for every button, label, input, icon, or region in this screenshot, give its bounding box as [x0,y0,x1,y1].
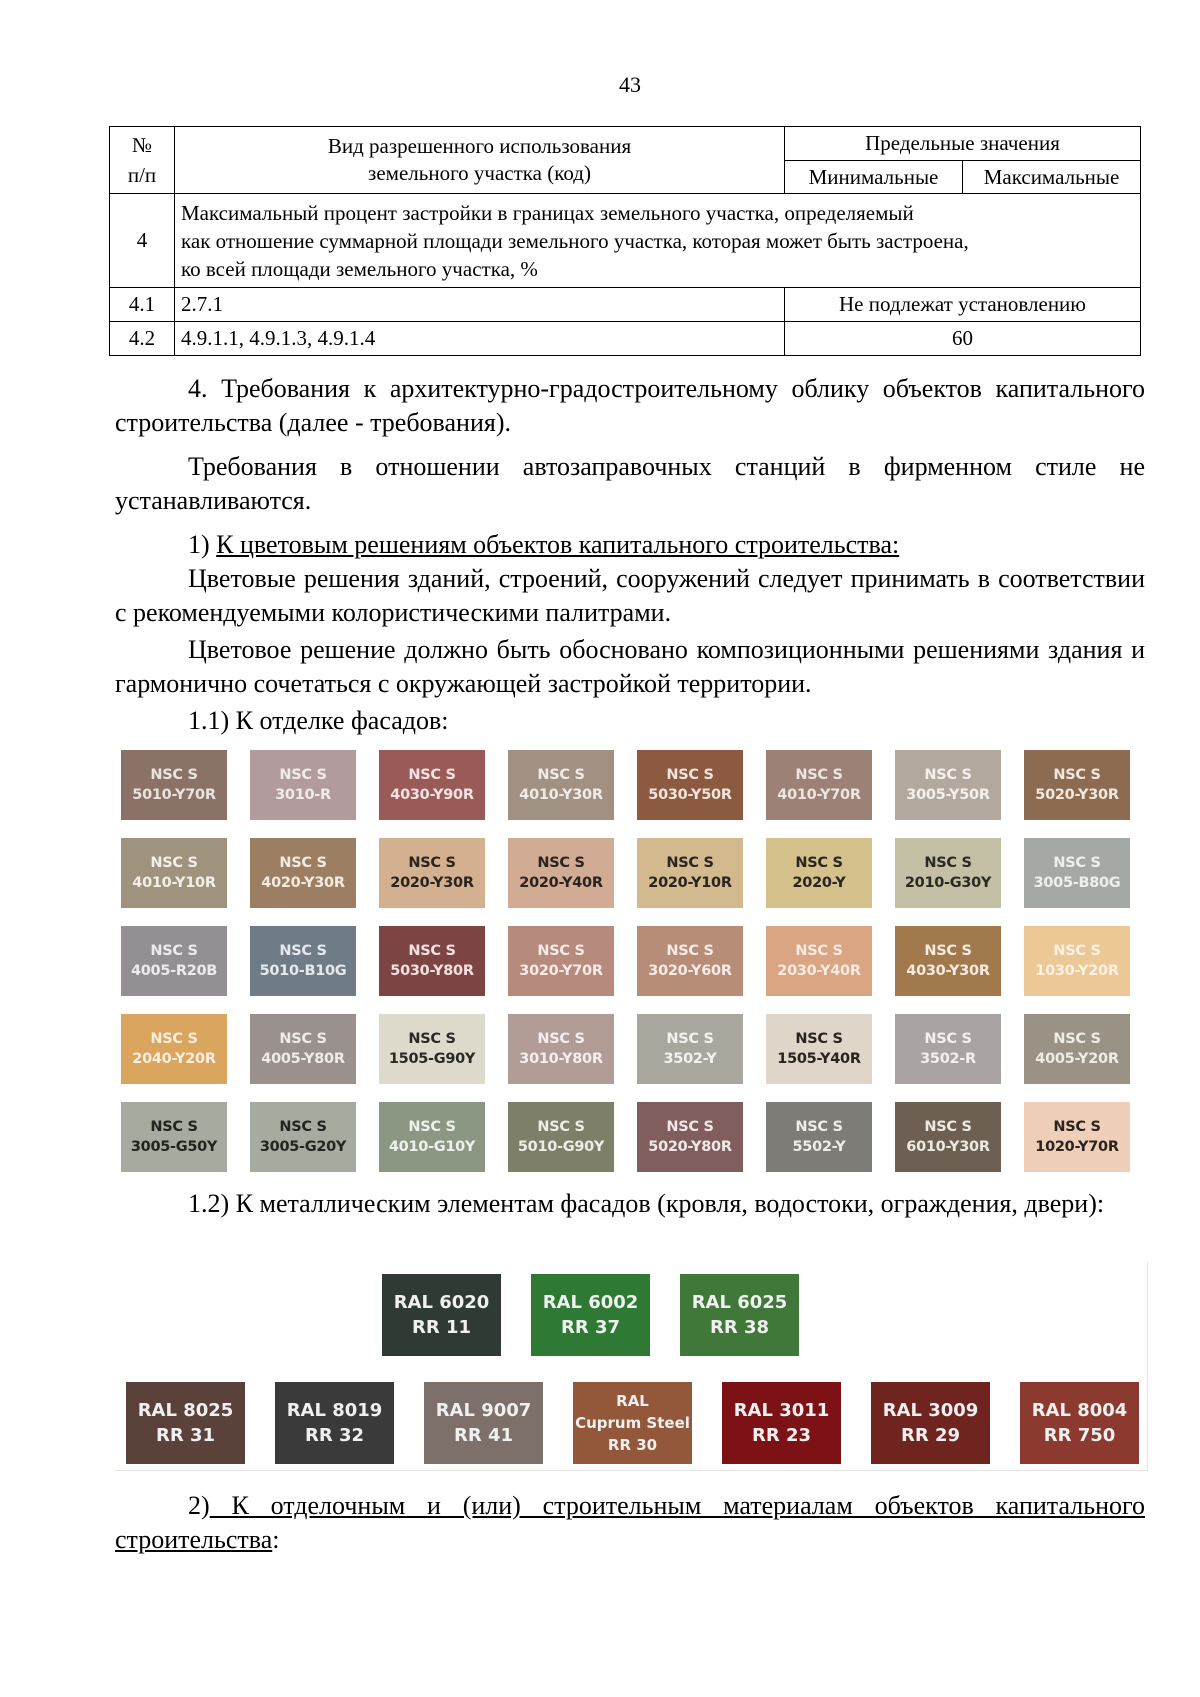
swatch-code: 5030-Y50R [648,787,732,803]
nsc-swatch [895,1102,1001,1172]
swatch-system: NSC S [279,767,327,783]
ral-swatch-label: RR 32 [304,1425,365,1446]
ral-swatch-label: RAL 8025 [137,1400,234,1421]
swatch-system: NSC S [1053,1031,1101,1047]
row-code: 4.9.1.1, 4.9.1.3, 4.9.1.4 [175,322,785,356]
swatch-system: NSC S [150,1031,198,1047]
table-row [110,322,1141,356]
swatch-system: NSC S [666,943,714,959]
swatch-code: 2020-Y [792,875,846,891]
swatch-code: 3005-Y50R [906,787,990,803]
ral-swatch-label: RAL 6002 [542,1292,639,1313]
ral-swatch [680,1274,799,1356]
swatch-system: NSC S [408,767,456,783]
ral-swatch-label: RAL 8019 [286,1400,383,1421]
nsc-swatch [250,750,356,820]
nsc-swatch [766,926,872,996]
header-num: № п/п [110,127,175,194]
paragraph-materials-heading [115,1489,1145,1557]
swatch-system: NSC S [924,1031,972,1047]
header-kind: Вид разрешенного использования земельного участка (код) [175,127,785,194]
swatch-code: 4010-G10Y [388,1139,476,1155]
row-num: 4 [110,194,175,288]
table-row [110,194,1141,288]
swatch-code: 2040-Y20R [132,1051,216,1067]
nsc-swatch [637,926,743,996]
swatch-system: NSC S [408,1031,456,1047]
ral-swatch-label: RR 23 [751,1425,812,1446]
nsc-swatch [637,750,743,820]
nsc-swatch [1024,750,1130,820]
ral-swatch-label: RR 11 [411,1317,472,1338]
swatch-system: NSC S [537,1119,585,1135]
swatch-system: NSC S [1053,767,1101,783]
swatch-code: 3020-Y60R [648,963,732,979]
swatch-system: NSC S [795,1031,843,1047]
ral-swatch-label: RAL 3011 [733,1400,830,1421]
paragraph-requirements-intro: 4. Требования к архитектурно-градостроительному облику объектов капитального строительства (далее - требования). [115,374,1145,437]
ral-swatch [275,1382,394,1464]
nsc-swatch [895,926,1001,996]
nsc-swatch [508,1014,614,1084]
swatch-system: NSC S [408,855,456,871]
swatch-system: NSC S [408,1119,456,1135]
nsc-swatch [121,838,227,908]
swatch-system: NSC S [1053,1119,1101,1135]
row-value: Не подлежат установлению [785,288,1141,322]
swatch-code: 4010-Y70R [777,787,861,803]
ral-swatch [722,1382,841,1464]
swatch-system: NSC S [279,1031,327,1047]
nsc-swatch [508,926,614,996]
swatch-code: 3005-B80G [1033,875,1121,891]
page-number: 43 [619,72,641,97]
nsc-swatch [379,926,485,996]
swatch-system: NSC S [924,943,972,959]
swatch-code: 3010-Y80R [519,1051,603,1067]
swatch-system: NSC S [666,1031,714,1047]
swatch-system: NSC S [666,767,714,783]
ral-swatch [126,1382,245,1464]
ral-swatch [424,1382,543,1464]
row-text: Максимальный процент застройки в границах земельного участка, определяемый как отношение суммарной площади земельного участка, которая может быть застроена, ко всей площади земельного участка, % [175,194,1141,288]
swatch-code: 3020-Y70R [519,963,603,979]
ral-swatch-label: RAL 3009 [882,1400,979,1421]
swatch-code: 4010-Y30R [519,787,603,803]
nsc-swatch [250,926,356,996]
nsc-swatch [121,1014,227,1084]
color-heading-number: 1) [188,530,217,559]
swatch-system: NSC S [537,855,585,871]
ral-swatch-label: RAL 8004 [1031,1400,1128,1421]
swatch-code: 5020-Y80R [648,1139,732,1155]
swatch-system: NSC S [1053,855,1101,871]
swatch-code: 1020-Y70R [1035,1139,1119,1155]
swatch-system: NSC S [279,855,327,871]
ral-swatch-label: RAL 6020 [393,1292,490,1313]
materials-heading-text: К отделочным и (или) строительным материалам объектов капитального строительства [115,1491,1145,1554]
color-heading-text: К цветовым решениям объектов капитального строительства: [216,530,900,559]
nsc-swatch [379,1102,485,1172]
swatch-code: 5502-Y [792,1139,846,1155]
nsc-swatch [121,750,227,820]
swatch-system: NSC S [795,767,843,783]
swatch-system: NSC S [666,1119,714,1135]
swatch-system: NSC S [537,1031,585,1047]
ral-palette [115,1262,1148,1471]
swatch-code: 4005-Y20R [1035,1051,1119,1067]
ral-swatch-label: RAL [616,1392,649,1410]
ral-swatch-label: RAL 9007 [435,1400,532,1421]
nsc-swatch [379,1014,485,1084]
nsc-swatch [508,838,614,908]
swatch-code: 6010-Y30R [906,1139,990,1155]
swatch-system: NSC S [924,855,972,871]
nsc-swatch [766,1014,872,1084]
nsc-swatch [250,838,356,908]
header-min: Минимальные [785,161,963,194]
ral-swatch-label: RR 29 [900,1425,961,1446]
swatch-code: 4005-Y80R [261,1051,345,1067]
limits-table [109,126,1141,356]
swatch-code: 5010-G90Y [517,1139,605,1155]
row-value: 60 [785,322,1141,356]
nsc-swatch [1024,1102,1130,1172]
swatch-system: NSC S [924,1119,972,1135]
swatch-code: 5030-Y80R [390,963,474,979]
ral-swatch [1020,1382,1139,1464]
nsc-swatch [508,750,614,820]
swatch-code: 3502-R [920,1051,976,1067]
paragraph-color-palettes: Цветовые решения зданий, строений, сооружений следует принимать в соответствии с рекомендуемыми колористическими палитрами. [115,564,1145,627]
ral-swatch [382,1274,501,1356]
header-max: Максимальные [963,161,1141,194]
ral-swatch [573,1382,692,1464]
swatch-system: NSC S [279,943,327,959]
swatch-code: 3005-G20Y [259,1139,347,1155]
swatch-code: 5010-Y70R [132,787,216,803]
nsc-swatch [1024,838,1130,908]
swatch-code: 5010-B10G [259,963,347,979]
materials-heading-colon: : [272,1525,280,1554]
swatch-system: NSC S [795,855,843,871]
swatch-code: 2020-Y40R [519,875,603,891]
nsc-swatch [766,1102,872,1172]
nsc-swatch [766,838,872,908]
swatch-code: 1030-Y20R [1035,963,1119,979]
table-row [110,288,1141,322]
nsc-swatch [121,926,227,996]
nsc-swatch [637,1014,743,1084]
nsc-swatch [379,750,485,820]
nsc-palette [121,750,1133,1174]
swatch-system: NSC S [795,1119,843,1135]
ral-swatch-label: RAL 6025 [691,1292,788,1313]
swatch-system: NSC S [666,855,714,871]
swatch-system: NSC S [537,943,585,959]
swatch-code: 4030-Y90R [390,787,474,803]
swatch-system: NSC S [537,767,585,783]
paragraph-facade-finishing: 1.1) К отделке фасадов: [188,706,449,735]
header-limits: Предельные значения [785,127,1141,161]
nsc-swatch [250,1102,356,1172]
paragraph-color-justification: Цветовое решение должно быть обосновано композиционными решениями здания и гармонично сочетаться с окружающей застройкой территории. [115,635,1145,698]
swatch-code: 3010-R [275,787,331,803]
row-num: 4.2 [110,322,175,356]
swatch-system: NSC S [408,943,456,959]
ral-swatch [871,1382,990,1464]
nsc-swatch [508,1102,614,1172]
swatch-system: NSC S [150,767,198,783]
paragraph-gas-stations: Требования в отношении автозаправочных станций в фирменном стиле не устанавливаются. [115,452,1145,515]
swatch-system: NSC S [924,767,972,783]
nsc-swatch [1024,1014,1130,1084]
swatch-code: 2010-G30Y [904,875,992,891]
swatch-system: NSC S [150,1119,198,1135]
paragraph-metal-elements: 1.2) К металлическим элементам фасадов (кровля, водостоки, ограждения, двери): [188,1189,1105,1218]
nsc-swatch [379,838,485,908]
ral-swatch-label: RR 750 [1043,1425,1116,1446]
ral-swatch-label: Cuprum Steel [575,1414,690,1432]
nsc-swatch [895,1014,1001,1084]
ral-swatch-label: RR 38 [709,1317,770,1338]
materials-heading-number: 2) [188,1491,210,1520]
swatch-code: 2020-Y30R [390,875,474,891]
ral-swatch [531,1274,650,1356]
ral-swatch-label: RR 31 [155,1425,216,1446]
swatch-code: 1505-G90Y [388,1051,476,1067]
swatch-system: NSC S [795,943,843,959]
nsc-swatch [895,838,1001,908]
swatch-code: 2020-Y10R [648,875,732,891]
ral-swatch-label: RR 30 [607,1436,658,1454]
nsc-swatch [121,1102,227,1172]
paragraph-color-heading [115,528,1145,562]
swatch-system: NSC S [1053,943,1101,959]
nsc-swatch [250,1014,356,1084]
swatch-code: 4010-Y10R [132,875,216,891]
swatch-system: NSC S [150,943,198,959]
swatch-code: 4030-Y30R [906,963,990,979]
nsc-swatch [1024,926,1130,996]
swatch-code: 4020-Y30R [261,875,345,891]
swatch-code: 2030-Y40R [777,963,861,979]
swatch-code: 3502-Y [663,1051,717,1067]
swatch-code: 5020-Y30R [1035,787,1119,803]
swatch-code: 4005-R20B [130,963,218,979]
nsc-swatch [895,750,1001,820]
swatch-system: NSC S [150,855,198,871]
row-code: 2.7.1 [175,288,785,322]
swatch-code: 1505-Y40R [777,1051,861,1067]
row-num: 4.1 [110,288,175,322]
swatch-system: NSC S [279,1119,327,1135]
nsc-swatch [637,838,743,908]
nsc-swatch [637,1102,743,1172]
swatch-code: 3005-G50Y [130,1139,218,1155]
nsc-swatch [766,750,872,820]
ral-swatch-label: RR 41 [453,1425,514,1446]
ral-swatch-label: RR 37 [560,1317,621,1338]
